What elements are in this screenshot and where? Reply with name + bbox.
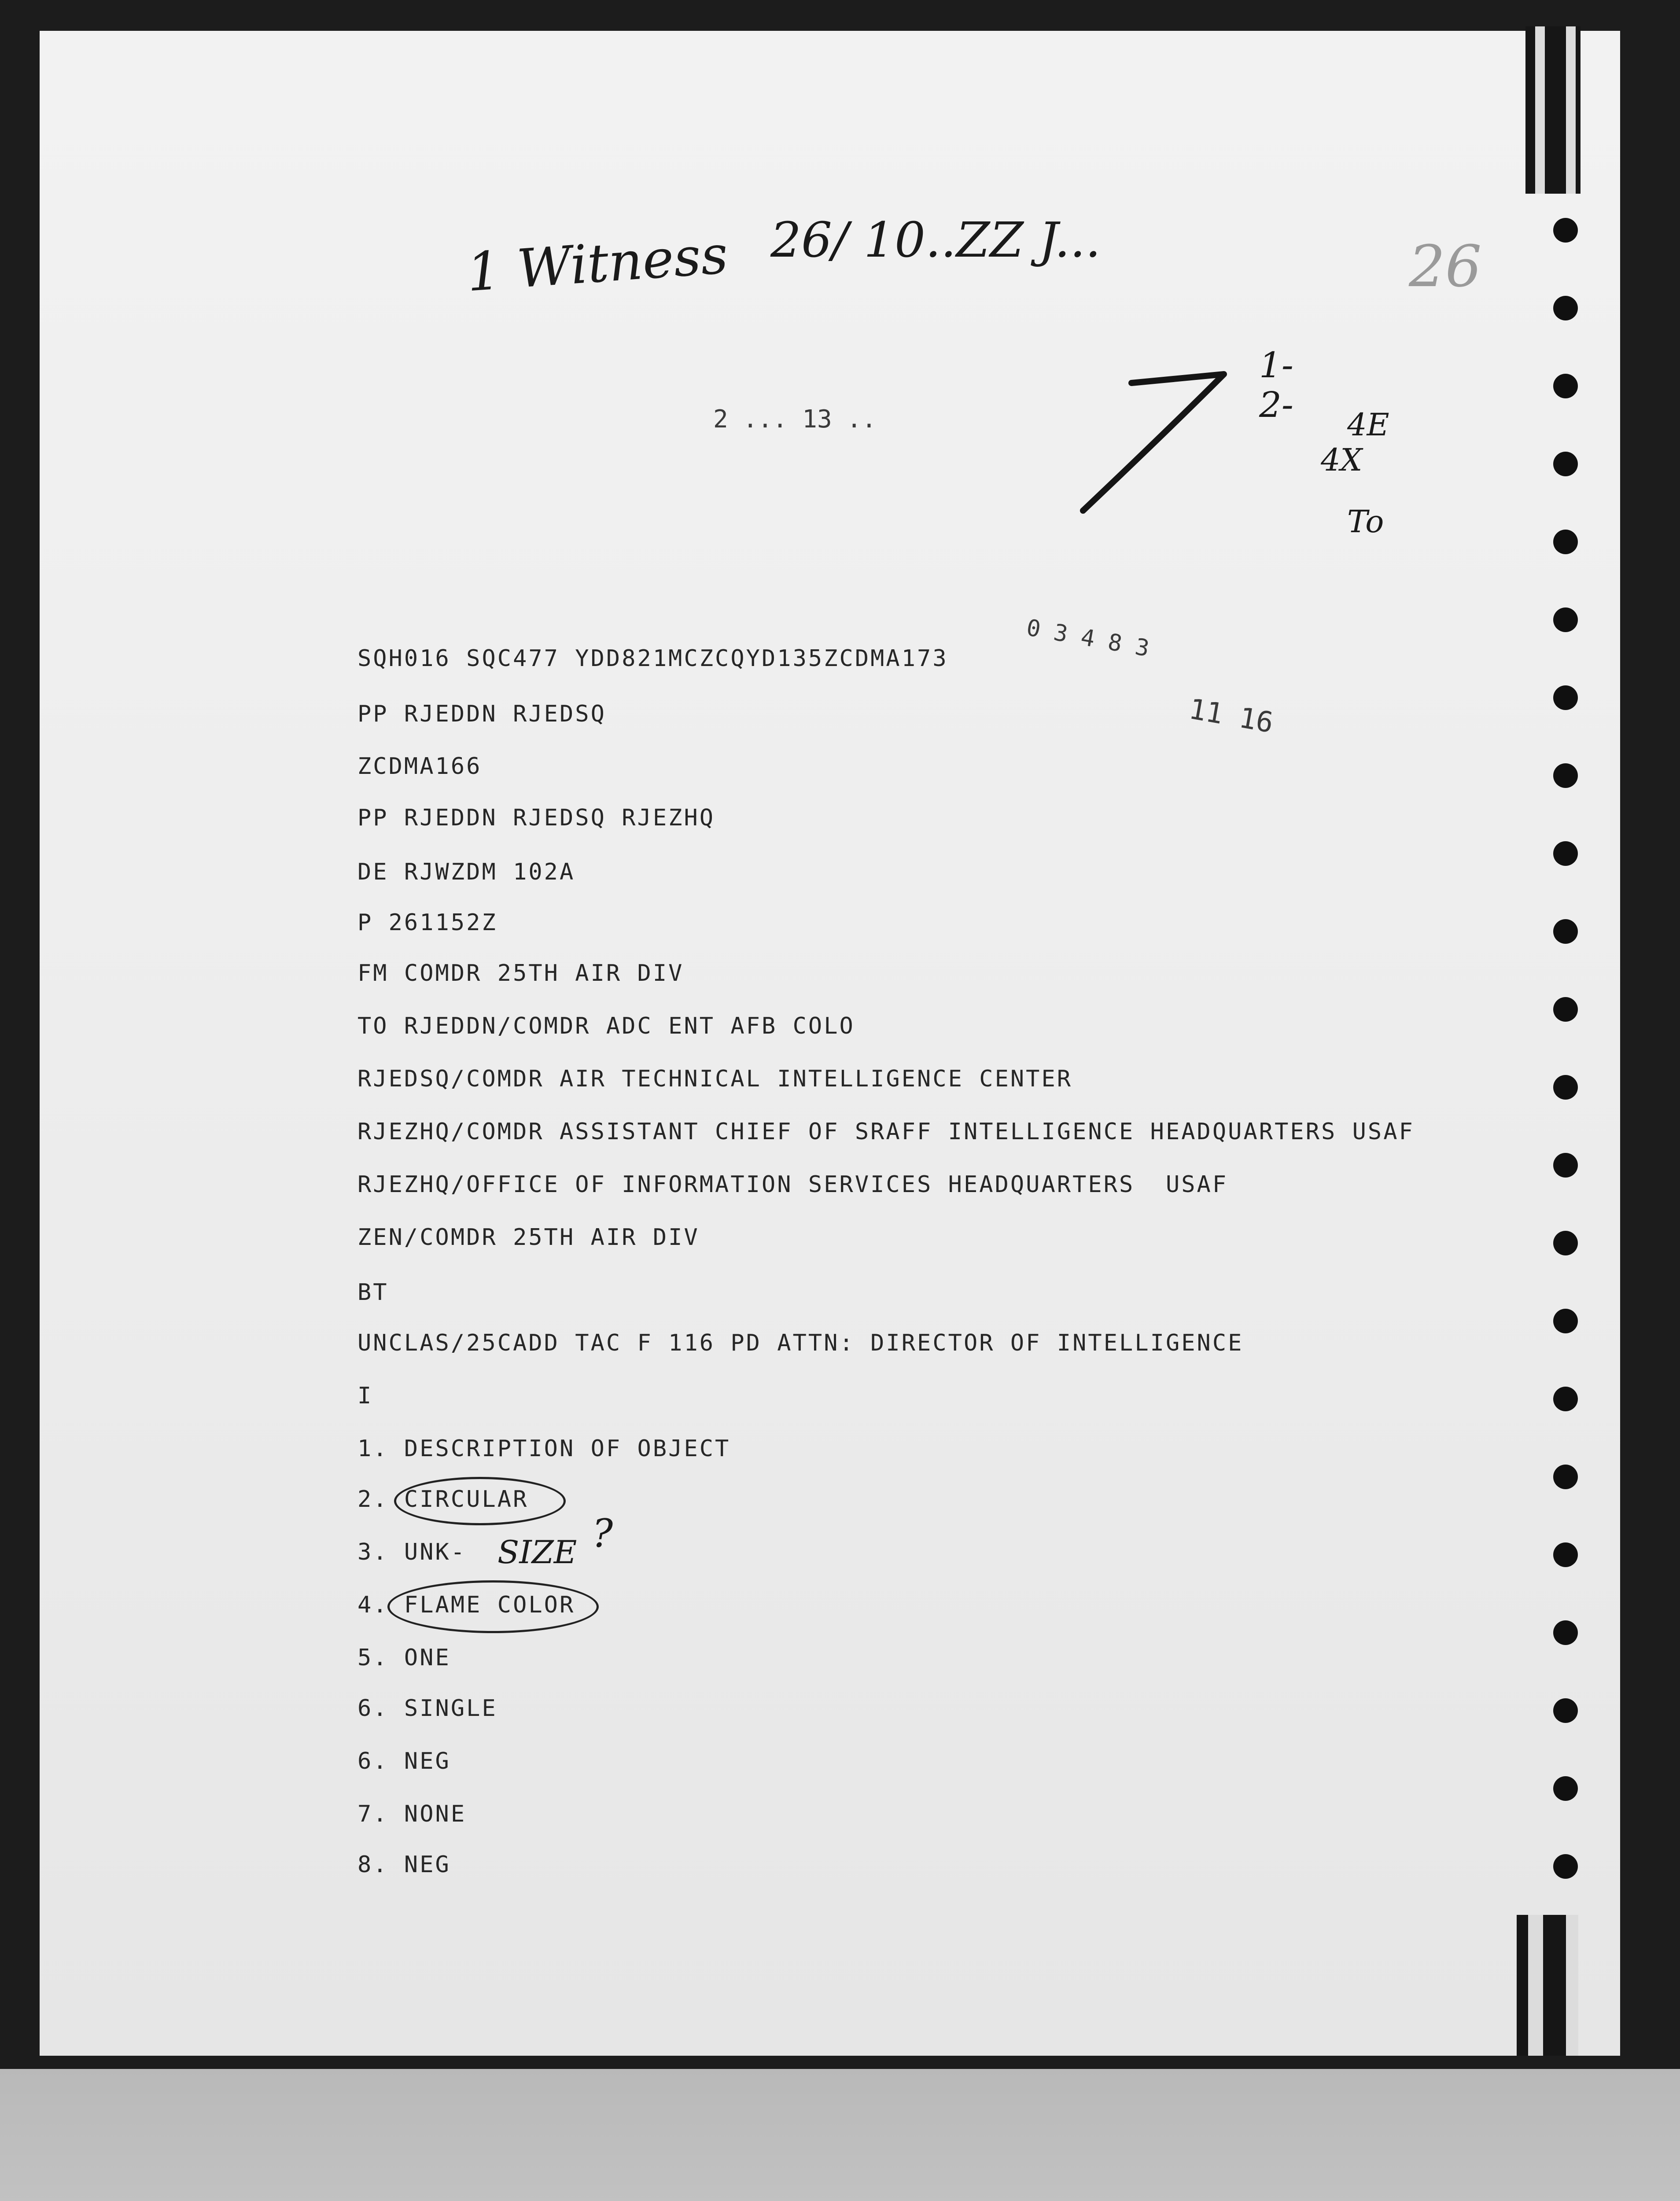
message-line: P 261152Z <box>357 909 497 936</box>
message-line: PP RJEDDN RJEDSQ <box>357 701 606 727</box>
message-line: 8. NEG <box>357 1851 451 1878</box>
feed-hole <box>1553 1309 1578 1333</box>
feed-hole <box>1553 607 1578 632</box>
message-line: RJEDSQ/COMDR AIR TECHNICAL INTELLIGENCE CENTER <box>357 1066 1073 1092</box>
circled-circular <box>394 1477 566 1525</box>
feed-hole <box>1553 1231 1578 1255</box>
message-line: RJEZHQ/OFFICE OF INFORMATION SERVICES HEADQUARTERS USAF <box>357 1171 1228 1198</box>
message-line: 6. SINGLE <box>357 1695 497 1722</box>
corner-number: 26 <box>1409 233 1482 300</box>
underlying-sheet <box>0 2069 1680 2201</box>
feed-hole <box>1553 1153 1578 1178</box>
message-line: 4. FLAME COLOR <box>357 1592 575 1618</box>
message-line: 2. CIRCULAR <box>357 1486 529 1513</box>
message-line: PP RJEDDN RJEDSQ RJEZHQ <box>357 805 715 831</box>
message-line: 6. NEG <box>357 1748 451 1774</box>
feed-hole <box>1553 1465 1578 1489</box>
margin-mark-5: To <box>1347 504 1384 540</box>
teletype-page <box>40 31 1620 2056</box>
margin-mark-4: 4X <box>1321 442 1363 478</box>
margin-mark-1: 1- <box>1259 345 1293 386</box>
feed-hole <box>1553 841 1578 866</box>
feed-hole <box>1553 218 1578 243</box>
feed-hole <box>1553 374 1578 398</box>
feed-hole <box>1553 997 1578 1022</box>
feed-hole <box>1553 685 1578 710</box>
message-line: SQH016 SQC477 YDD821MCZCQYD135ZCDMA173 <box>357 645 948 672</box>
feed-hole <box>1553 530 1578 554</box>
feed-hole <box>1553 1698 1578 1723</box>
feed-hole <box>1553 296 1578 320</box>
message-line: TO RJEDDN/COMDR ADC ENT AFB COLO <box>357 1013 855 1039</box>
message-line: 3. UNK- <box>357 1539 467 1565</box>
message-line: I <box>357 1383 373 1409</box>
margin-mark-3: 4E <box>1347 407 1389 443</box>
margin-mark-2: 2- <box>1259 384 1293 425</box>
feed-hole <box>1553 1387 1578 1411</box>
feed-hole <box>1553 763 1578 788</box>
message-line: 7. NONE <box>357 1801 467 1827</box>
number-stamp: 0 3 4 8 3 <box>1024 614 1151 663</box>
message-line: RJEZHQ/COMDR ASSISTANT CHIEF OF SRAFF INTELLIGENCE HEADQUARTERS USAF <box>357 1119 1415 1145</box>
size-note: SIZE <box>497 1534 577 1571</box>
feed-hole <box>1553 452 1578 476</box>
witness-note: 1 Witness <box>464 224 730 304</box>
time-stamp: 11 16 <box>1186 692 1276 740</box>
message-line: ZCDMA166 <box>357 753 482 780</box>
message-line: 5. ONE <box>357 1645 451 1671</box>
date-note: 26/ 10..ZZ J... <box>770 212 1101 268</box>
perforated-strip-top <box>1525 26 1581 194</box>
feed-hole <box>1553 1620 1578 1645</box>
message-line: BT <box>357 1279 389 1306</box>
question-mark: ? <box>592 1511 613 1556</box>
message-line: 1. DESCRIPTION OF OBJECT <box>357 1435 731 1462</box>
message-line: FM COMDR 25TH AIR DIV <box>357 960 684 986</box>
received-stamp-faint: 2 ... 13 .. <box>713 405 877 434</box>
message-line: ZEN/COMDR 25TH AIR DIV <box>357 1224 700 1251</box>
feed-hole <box>1553 1542 1578 1567</box>
perforated-strip-bottom <box>1517 1915 1578 2056</box>
message-line: UNCLAS/25CADD TAC F 116 PD ATTN: DIRECTOR OF INTELLIGENCE <box>357 1330 1244 1356</box>
feed-hole <box>1553 1854 1578 1879</box>
feed-hole <box>1553 1776 1578 1801</box>
feed-hole <box>1553 919 1578 944</box>
circled-flame-color <box>387 1580 599 1633</box>
message-line: DE RJWZDM 102A <box>357 859 575 885</box>
feed-hole <box>1553 1075 1578 1100</box>
